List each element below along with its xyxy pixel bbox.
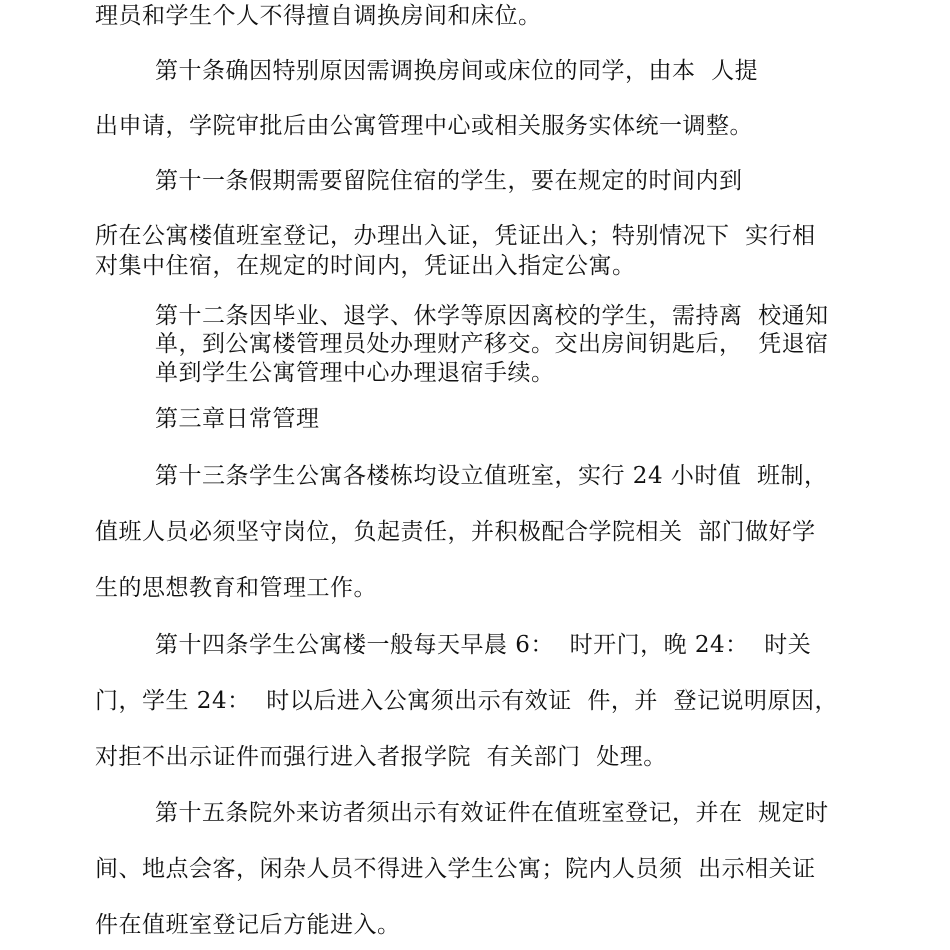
text-line: 值班人员必须坚守岗位，负起责任，并积极配合学院相关 部门做好学 [95,519,816,545]
text-line: 间、地点会客，闲杂人员不得进入学生公寓；院内人员须 出示相关证 [95,856,816,882]
text-line: 对集中住宿，在规定的时间内，凭证出入指定公寓。 [95,253,636,279]
text-line: 所在公寓楼值班室登记，办理出入证，凭证出入；特别情况下 实行相 [95,223,816,249]
text-line: 单，到公寓楼管理员处办理财产移交。交出房间钥匙后， 凭退宿 [155,331,829,357]
text-line: 第十一条假期需要留院住宿的学生，要在规定的时间内到 [155,168,743,194]
text-line: 第十四条学生公寓楼一般每天早晨 6： 时开门，晚 24： 时关 [155,632,812,658]
text-line: 门，学生 24： 时以后进入公寓须出示有效证 件，并 登记说明原因， [95,688,838,714]
text-line: 对拒不出示证件而强行进入者报学院 有关部门 处理。 [95,744,667,770]
text-line: 出申请，学院审批后由公寓管理中心或相关服务实体统一调整。 [95,113,753,139]
text-line: 单到学生公寓管理中心办理退宿手续。 [155,360,555,386]
text-line: 第十条确因特别原因需调换房间或床位的同学，由本 人提 [155,58,759,84]
text-line: 第十二条因毕业、退学、休学等原因离校的学生，需持离 校通知 [155,303,829,329]
chapter-heading: 第三章日常管理 [155,406,320,432]
text-line: 第十三条学生公寓各楼栋均设立值班室，实行 24 小时值 班制， [155,463,828,489]
text-line: 理员和学生个人不得擅自调换房间和床位。 [95,3,542,29]
text-line: 生的思想教育和管理工作。 [95,575,377,601]
text-line: 第十五条院外来访者须出示有效证件在值班室登记，并在 规定时 [155,800,829,826]
text-line: 件在值班室登记后方能进入。 [95,912,401,938]
